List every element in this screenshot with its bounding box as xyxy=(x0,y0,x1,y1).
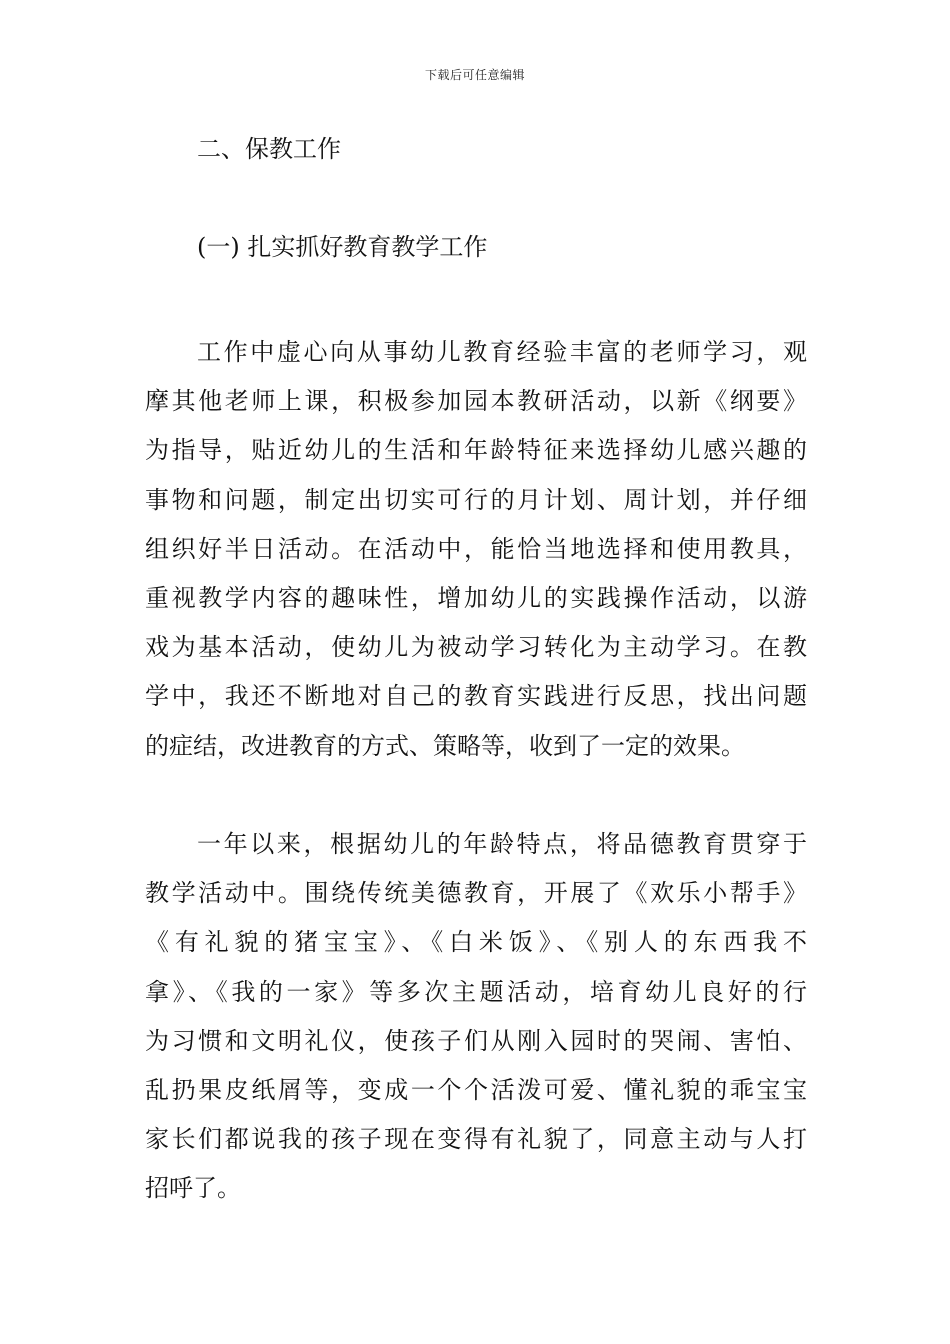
paragraph-line: 教学活动中。围绕传统美德教育，开展了《欢乐小帮手》 xyxy=(145,879,807,908)
paragraph-line: 拿》、《我的一家》等多次主题活动，培育幼儿良好的行 xyxy=(145,977,807,1006)
paragraph-line: 乱扔果皮纸屑等，变成一个个活泼可爱、懂礼貌的乖宝宝 xyxy=(145,1076,807,1105)
paragraph-line: 摩其他老师上课，积极参加园本教研活动，以新《纲要》 xyxy=(145,387,807,416)
paragraph-line: 组织好半日活动。在活动中，能恰当地选择和使用教具， xyxy=(145,534,807,563)
paragraph-line: 家长们都说我的孩子现在变得有礼貌了，同意主动与人打 xyxy=(145,1125,807,1154)
paragraph-line: 工作中虚心向从事幼儿教育经验丰富的老师学习，观 xyxy=(197,338,807,366)
paragraph-line: 为习惯和文明礼仪，使孩子们从刚入园时的哭闹、害怕、 xyxy=(145,1026,807,1055)
paragraph-line: 重视教学内容的趣味性，增加幼儿的实践操作活动，以游 xyxy=(145,584,807,613)
paragraph-moral-education xyxy=(145,820,807,1214)
paragraph-line: 一年以来，根据幼儿的年龄特点，将品德教育贯穿于 xyxy=(197,830,807,858)
paragraph-line: 《有礼貌的猪宝宝》、《白米饭》、《别人的东西我不 xyxy=(145,928,807,957)
paragraph-line: 学中，我还不断地对自己的教育实践进行反思，找出问题 xyxy=(145,682,807,711)
paragraph-line: 为指导，贴近幼儿的生活和年龄特征来选择幼儿感兴趣的 xyxy=(145,436,807,465)
paragraph-teaching-work xyxy=(145,328,807,771)
paragraph-line: 的症结，改进教育的方式、策略等，收到了一定的效果。 xyxy=(145,731,745,760)
paragraph-line: 事物和问题，制定出切实可行的月计划、周计划，并仔细 xyxy=(145,485,807,514)
section-title: 二、保教工作 xyxy=(197,135,341,163)
subsection-title: (一) 扎实抓好教育教学工作 xyxy=(197,233,488,261)
paragraph-line: 招呼了。 xyxy=(145,1174,241,1203)
paragraph-line: 戏为基本活动，使幼儿为被动学习转化为主动学习。在教 xyxy=(145,633,807,662)
page-header-note: 下载后可任意编辑 xyxy=(424,68,525,82)
